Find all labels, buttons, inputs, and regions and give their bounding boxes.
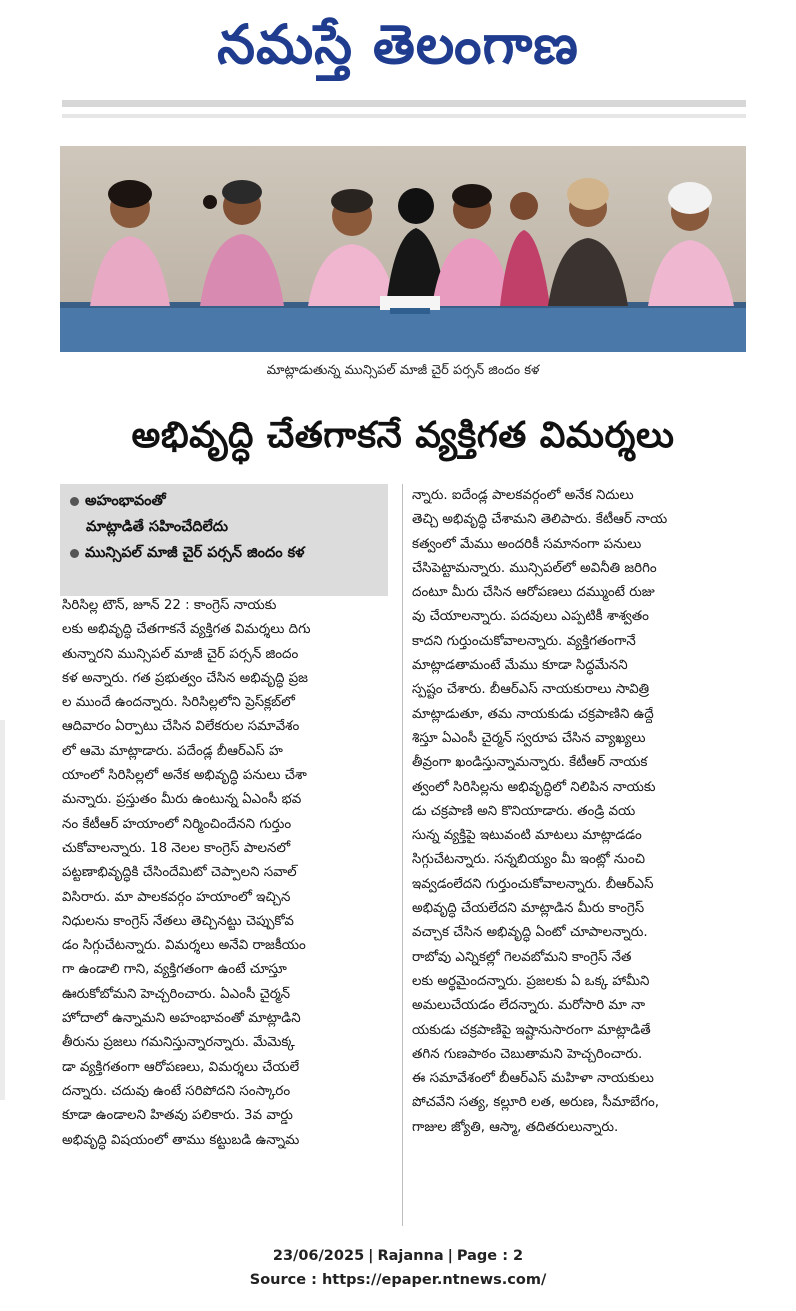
article-line: వచ్చాక చేసిన అభివృద్ధి ఏంటో చూపాలన్నారు. <box>412 925 648 941</box>
article-line: గా ఉండాలి గాని, వ్యక్తిగతంగా ఉంటే చూస్తూ <box>62 962 287 978</box>
highlight-item <box>60 540 388 566</box>
article-line: చుకోవాలన్నారు. 18 నెలల కాంగ్రెస్ పాలనలో <box>62 840 291 856</box>
footer-meta: 23/06/2025 | Rajanna | Page : 2 <box>272 1248 524 1264</box>
article-line: సిగ్గుచేటన్నారు. సన్నబియ్యం మీ ఇంట్లో నుంచి <box>412 852 645 868</box>
article-line: పట్టణాభివృద్ధికి చేసిందేమిటో చెప్పాలని సవాల్ <box>62 865 297 881</box>
photo-illustration <box>60 146 746 352</box>
column-divider <box>402 484 403 1226</box>
newspaper-logo: నమస్తే తెలంగాణ <box>217 12 579 76</box>
footer-edition: Rajanna <box>377 1248 444 1264</box>
article-column-right <box>412 484 746 1140</box>
article-line: తీరును ప్రజలు గమనిస్తున్నారన్నారు. మేమెక్క <box>62 1035 295 1051</box>
article-line: మన్నారు. ప్రస్తుతం మీరు ఉంటున్న ఏఎంసీ భవ <box>62 792 302 808</box>
article-line: చేసిపెట్టామన్నారు. మున్సిపల్‌లో అవినీతి జరిగిం <box>412 560 657 576</box>
article-line: అమలుచేయడం లేదన్నారు. మరోసారి మా నా <box>412 998 646 1014</box>
article-line: మాట్లాడుతూ, తమ నాయకుడు చక్రపాణిని ఉద్దే <box>412 706 654 722</box>
article-line: న్నారు. ఐదేండ్ల పాలకవర్గంలో అనేక నిదులు <box>412 488 634 503</box>
article-line: అభివృద్ధి విషయంలో తాము కట్టుబడి ఉన్నామ <box>62 1132 300 1148</box>
article-line: గాజుల జ్యోతి, ఆస్మా, తదితరులున్నారు. <box>412 1119 619 1135</box>
article-line: యాంలో సిరిసిల్లలో అనేక అభివృద్ధి పనులు చేశా <box>62 768 307 784</box>
article-line: హోదాలో ఉన్నామని అహంభావంతో మాట్లాడిని <box>62 1011 301 1027</box>
highlight-text: మున్సిపల్ మాజీ చైర్ పర్సన్ జిందం కళ <box>85 545 305 561</box>
article-line: దంటూ మీరు చేసిన ఆరోపణలు దమ్ముంటే రుజు <box>412 585 655 601</box>
article-line: ఊరుకోబోమని హెచ్చరించారు. ఏఎంసీ చైర్మన్ <box>62 986 291 1002</box>
article-line: మాట్లాడతామంటే మేము కూడా సిద్ధమేనని <box>412 658 628 674</box>
article-line: సిరిసిల్ల టౌన్, జూన్ 22 : కాంగ్రెస్ నాయకు <box>62 598 277 613</box>
article-line: లకు అభివృద్ధి చేతగాకనే వ్యక్తిగత విమర్శలు దిగు <box>62 622 311 638</box>
article-line: ల ముందే ఉందన్నారు. సిరిసిల్లలోని ప్రెస్‌క్లబ్‌లో <box>62 695 295 711</box>
article-line: అభివృద్ధి చేయలేదని మాట్లాడిన మీరు కాంగ్రెస్ <box>412 901 645 917</box>
article-line: డు చక్రపాణి అని కొనియాడారు. తండ్రి వయ <box>412 803 636 819</box>
article-line: తున్నారని మున్సిపల్ మాజీ చైర్ పర్సన్ జిందం <box>62 646 299 662</box>
article-line: తెచ్చి అభివృద్ధి చేశామని తెలిపారు. కేటీఆర్ నాయ <box>412 512 668 528</box>
highlight-text: అహంభావంతో <box>85 493 166 509</box>
highlight-continuation: మాట్లాడితే సహించేదిలేదు <box>86 519 229 535</box>
masthead-divider <box>62 100 746 107</box>
article-line: కూడా ఉండాలని హితవు పలికారు. 3వ వార్డు <box>62 1108 293 1124</box>
article-line: ఇవ్వడంలేదని గుర్తుంచుకోవాలన్నారు. బీఆర్‌ఎస్ <box>412 876 654 892</box>
article-line: రాబోవు ఎన్నికల్లో గెలవబోమని కాంగ్రెస్ నేత <box>412 949 632 965</box>
article-column-left <box>62 594 394 1153</box>
bullet-icon <box>70 549 79 558</box>
article-line: డా వ్యక్తిగతంగా ఆరోపణలు, విమర్శలు చేయలే <box>62 1059 300 1075</box>
article-line: లకు అర్థమైందన్నారు. ప్రజలకు ఏ ఒక్క హామీని <box>412 973 650 989</box>
article-line: తీవ్రంగా ఖండిస్తున్నామన్నారు. కేటీఆర్ నాయక <box>412 755 648 771</box>
masthead-divider-secondary <box>62 114 746 118</box>
article-line: కళ అన్నారు. గత ప్రభుత్వం చేసిన అభివృద్ధి ప్రజ <box>62 670 308 686</box>
highlights-box <box>60 484 388 596</box>
highlight-item <box>60 488 388 514</box>
article-line: దన్నారు. చదువు ఉంటే సరిపోదని సంస్కారం <box>62 1083 291 1099</box>
article-line: పోచవేని సత్య, కల్లూరి లత, అరుణ, సీమాబేగం, <box>412 1095 660 1111</box>
masthead <box>0 6 796 82</box>
photo-caption: మాట్లాడుతున్న మున్సిపల్ మాజీ చైర్ పర్సన్ జిందం కళ <box>266 363 540 378</box>
article-line: సున్న వ్యక్తిపై ఇటువంటి మాటలు మాట్లాడడం <box>412 828 642 844</box>
article-line: లో ఆమె మాట్లాడారు. పదేండ్ల బీఆర్‌ఎస్ హ <box>62 743 283 759</box>
article-line: త్వంలో సిరిసిల్లను అభివృద్ధిలో నిలిపిన నాయకు <box>412 779 656 795</box>
news-photo <box>60 146 746 352</box>
headline: అభివృద్ధి చేతగాకనే వ్యక్తిగత విమర్శలు <box>131 415 675 456</box>
article-line: శిస్తూ ఏఎంసీ చైర్మన్ స్వరూప చేసిన వ్యాఖ్యలు <box>412 730 646 746</box>
article-line: వు చేయాలన్నారు. పదవులు ఎప్పటికీ శాశ్వతం <box>412 609 649 625</box>
article-line: తగిన గుణపాఠం చెబుతామని హెచ్చరించారు. <box>412 1046 643 1062</box>
article-line: నం కేటీఆర్ హయాంలో నిర్మించిందేనని గుర్తుం <box>62 816 292 832</box>
article-line: యకుడు చక్రపాణిపై ఇష్టానుసారంగా మాట్లాడితే <box>412 1022 651 1038</box>
article-line: ఈ సమావేశంలో బీఆర్‌ఎస్ మహిళా నాయకులు <box>412 1071 654 1087</box>
bullet-icon <box>70 497 79 506</box>
article-line: విసిరారు. మా పాలకవర్గం హయాంలో ఇచ్చిన <box>62 889 291 905</box>
article-line: డం సిగ్గుచేటన్నారు. విమర్శలు అనేవి రాజకీయం <box>62 938 306 954</box>
footer-page: Page : 2 <box>456 1248 524 1264</box>
scan-edge <box>0 720 5 1100</box>
footer-source[interactable]: Source : https://epaper.ntnews.com/ <box>249 1272 547 1288</box>
footer-date: 23/06/2025 <box>272 1248 365 1264</box>
article-line: ఆదివారం ఏర్పాటు చేసిన విలేకరుల సమావేశం <box>62 719 300 735</box>
article-line: కత్వంలో మేము అందరికీ సమానంగా పనులు <box>412 536 642 552</box>
article-line: నిధులను కాంగ్రెస్ నేతలు తెచ్చినట్టు చెప్పుకోవ <box>62 913 294 929</box>
article-line: కాదని గుర్తుంచుకోవాలన్నారు. వ్యక్తిగతంగానే <box>412 633 636 649</box>
article-line: స్పష్టం చేశారు. బీఆర్‌ఎస్ నాయకురాలు సావిత్రి <box>412 682 650 698</box>
